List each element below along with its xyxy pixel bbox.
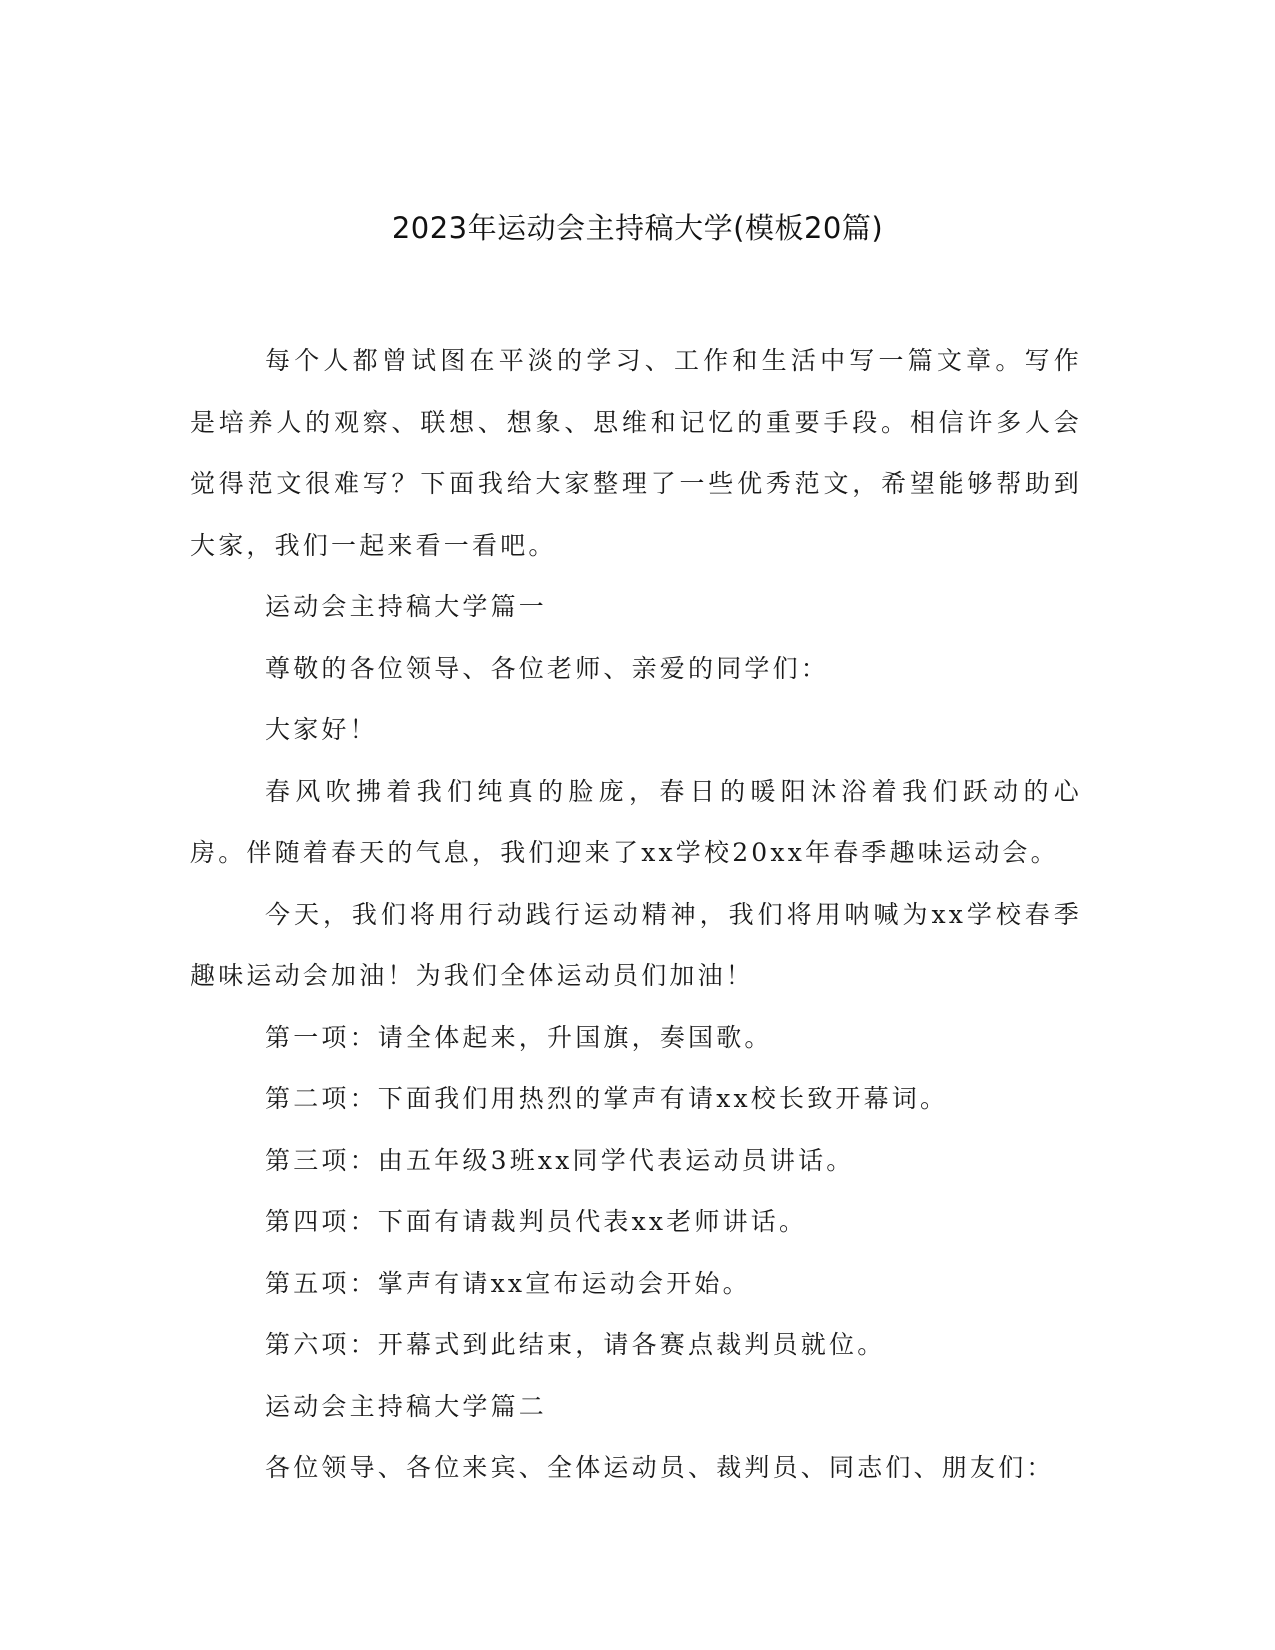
agenda-item-3: 第三项：由五年级3班xx同学代表运动员讲话。 bbox=[265, 1145, 855, 1175]
agenda-item-2: 第二项：下面我们用热烈的掌声有请xx校长致开幕词。 bbox=[265, 1084, 949, 1113]
agenda-item-4: 第四项：下面有请裁判员代表xx老师讲话。 bbox=[265, 1207, 808, 1236]
agenda-item-5: 第五项：掌声有请xx宣布运动会开始。 bbox=[265, 1268, 751, 1298]
intro-paragraph: 每个人都曾试图在平淡的学习、工作和生活中写一篇文章。写作是培养人的观察、联想、想象、思维和记忆的重要手段。相信许多人会觉得范文很难写？下面我给大家整理了一些优秀范文，希望能够帮助到大家，我们一起来看一看吧。 bbox=[190, 346, 1082, 560]
document-title: 2023年运动会主持稿大学(模板20篇) bbox=[391, 211, 884, 245]
document-body bbox=[190, 330, 1082, 1499]
section-heading-1: 运动会主持稿大学篇一 bbox=[265, 592, 548, 621]
greeting: 大家好！ bbox=[265, 715, 378, 744]
salutation-2: 各位领导、各位来宾、全体运动员、裁判员、同志们、朋友们： bbox=[265, 1453, 1055, 1482]
cheer-paragraph: 今天，我们将用行动践行运动精神，我们将用呐喊为xx学校春季趣味运动会加油！为我们全体运动员们加油！ bbox=[190, 899, 1082, 990]
salutation: 尊敬的各位领导、各位老师、亲爱的同学们： bbox=[265, 653, 830, 683]
agenda-item-1: 第一项：请全体起来，升国旗，奏国歌。 bbox=[265, 1022, 773, 1052]
agenda-item-6: 第六项：开幕式到此结束，请各赛点裁判员就位。 bbox=[265, 1330, 886, 1359]
opening-paragraph: 春风吹拂着我们纯真的脸庞，春日的暖阳沐浴着我们跃动的心房。伴随着春天的气息，我们迎来了xx学校20xx年春季趣味运动会。 bbox=[190, 776, 1082, 867]
section-heading-2: 运动会主持稿大学篇二 bbox=[265, 1391, 548, 1421]
